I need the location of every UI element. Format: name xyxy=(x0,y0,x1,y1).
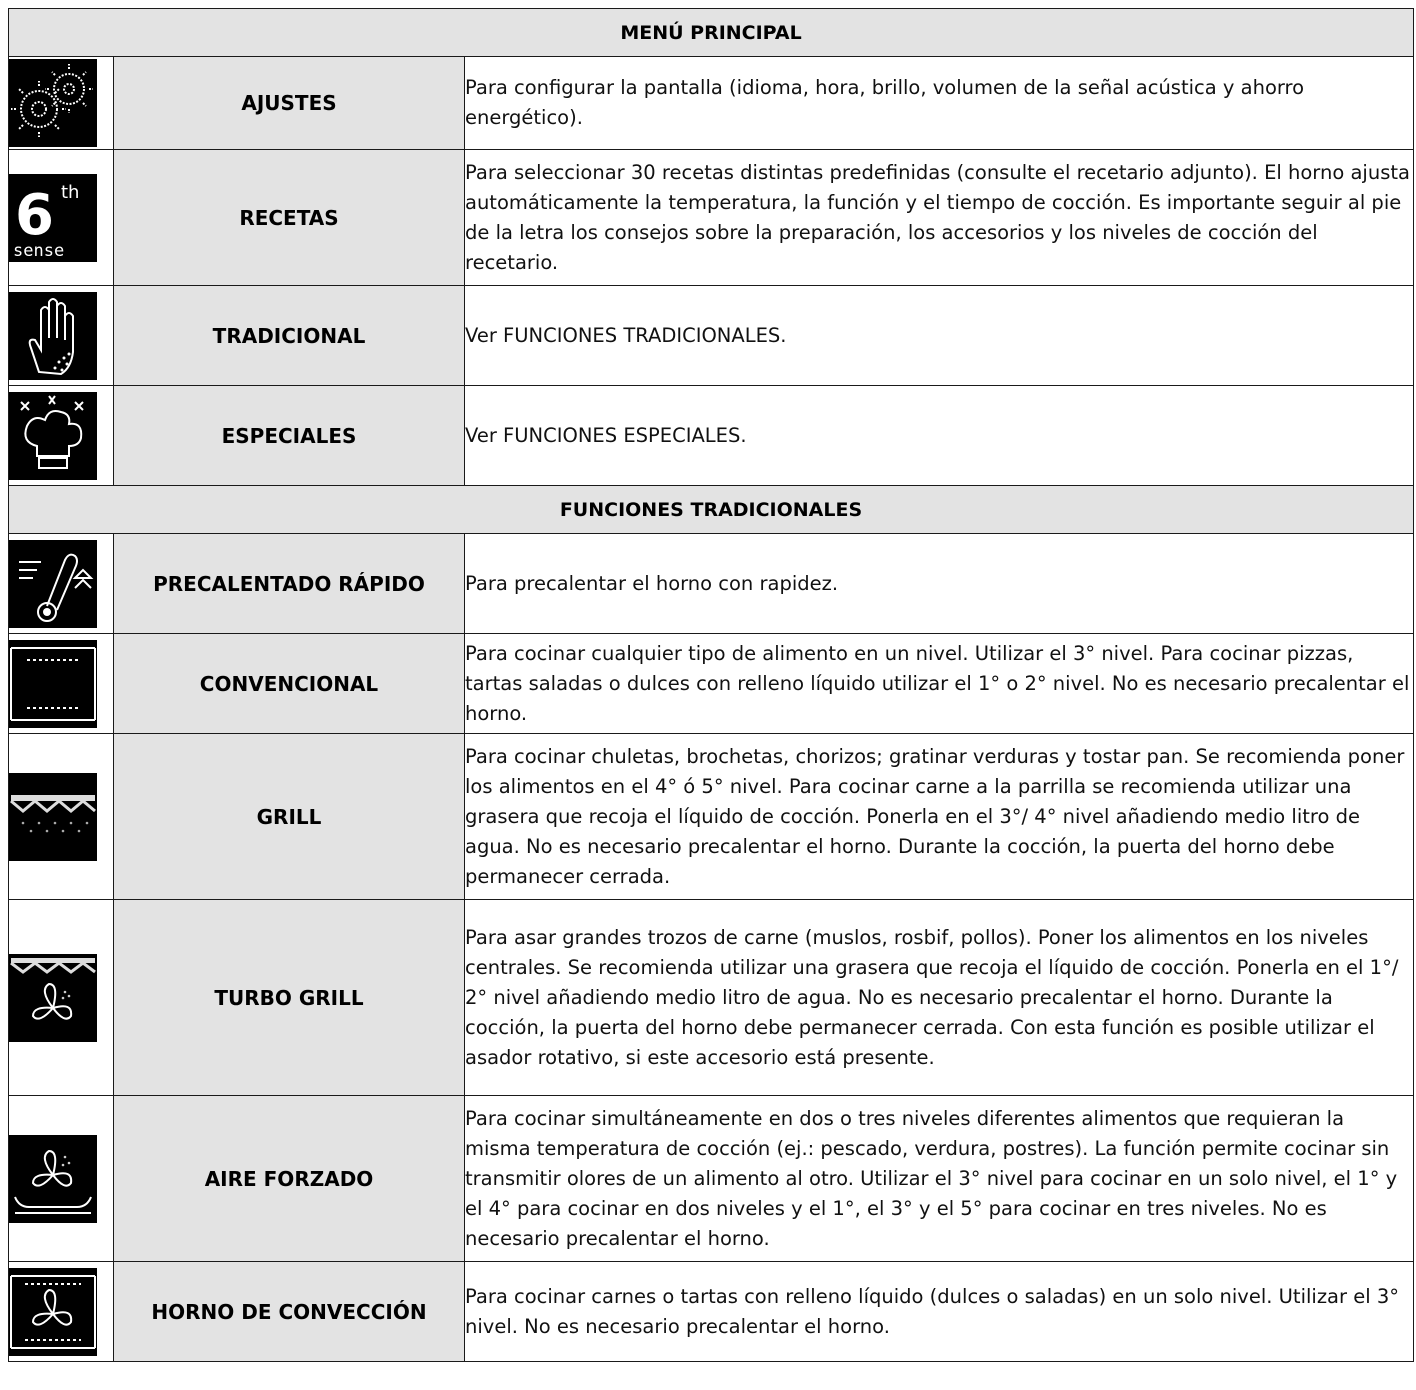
oven-functions-table xyxy=(8,8,1414,1362)
function-description: Para cocinar chuletas, brochetas, chorizos; gratinar verduras y tostar pan. Se recomienda poner los alimentos en el 4° ó 5° nivel. Para cocinar carne a la parrilla se recomienda utilizar una grasera que recoja el líquido de cocción. Ponerla en el 3°/ 4° nivel añadiendo medio litro de agua. No es necesario precalentar el horno. Durante la cocción, la puerta del horno debe permanecer cerrada. xyxy=(465,734,1414,900)
sense-label: sense xyxy=(13,240,65,261)
icon-cell xyxy=(9,386,114,486)
function-name: GRILL xyxy=(114,734,465,900)
icon-cell xyxy=(9,57,114,150)
icon-cell xyxy=(9,634,114,734)
function-name: TURBO GRILL xyxy=(114,900,465,1096)
function-description: Para cocinar cualquier tipo de alimento en un nivel. Utilizar el 3° nivel. Para cocinar pizzas, tartas saladas o dulces con relleno líquido utilizar el 1° o 2° nivel. No es necesario precalentar el horno. xyxy=(465,634,1414,734)
sixth-number: 6 xyxy=(15,182,54,248)
icon-cell xyxy=(9,1096,114,1262)
function-description: Para cocinar simultáneamente en dos o tres niveles diferentes alimentos que requieran la misma temperatura de cocción (ej.: pescado, verdura, postres). La función permite cocinar sin transmitir olores de un alimento al otro. Utilizar el 3° nivel para cocinar en un solo nivel, el 1° y el 4° para cocinar en dos niveles y el 1°, el 3° y el 5° para cocinar en tres niveles. No es necesario precalentar el horno. xyxy=(465,1096,1414,1262)
section-title: MENÚ PRINCIPAL xyxy=(9,9,1414,57)
function-description: Ver FUNCIONES TRADICIONALES. xyxy=(465,286,1414,386)
function-name: CONVENCIONAL xyxy=(114,634,465,734)
icon-cell xyxy=(9,150,114,286)
section-title: FUNCIONES TRADICIONALES xyxy=(9,486,1414,534)
function-name: RECETAS xyxy=(114,150,465,286)
function-description: Ver FUNCIONES ESPECIALES. xyxy=(465,386,1414,486)
table-row xyxy=(9,534,1414,634)
function-description: Para seleccionar 30 recetas distintas predefinidas (consulte el recetario adjunto). El horno ajusta automáticamente la temperatura, la función y el tiempo de cocción. Es importante seguir al pie de la letra los consejos sobre la preparación, los accesorios y los niveles de cocción del recetario. xyxy=(465,150,1414,286)
gears-icon xyxy=(9,59,97,147)
section-header-main-menu xyxy=(9,9,1414,57)
icon-cell xyxy=(9,534,114,634)
table-row xyxy=(9,150,1414,286)
icon-cell xyxy=(9,734,114,900)
convection-oven-icon xyxy=(9,1268,97,1356)
function-name: TRADICIONAL xyxy=(114,286,465,386)
function-description: Para configurar la pantalla (idioma, hora, brillo, volumen de la señal acústica y ahorro energético). xyxy=(465,57,1414,150)
function-description: Para precalentar el horno con rapidez. xyxy=(465,534,1414,634)
turbo-grill-icon xyxy=(9,954,97,1042)
icon-cell xyxy=(9,900,114,1096)
sixth-suffix: th xyxy=(61,181,80,203)
function-description: Para asar grandes trozos de carne (muslos, rosbif, pollos). Poner los alimentos en los niveles centrales. Se recomienda utilizar una grasera que recoja el líquido de cocción. Ponerla en el 1°/ 2° nivel añadiendo medio litro de agua. No es necesario precalentar el horno. Durante la cocción, la puerta del horno debe permanecer cerrada. Con esta función es posible utilizar el asador rotativo, si este accesorio está presente. xyxy=(465,900,1414,1096)
6th-sense-icon xyxy=(9,174,97,262)
table-row xyxy=(9,734,1414,900)
function-name: PRECALENTADO RÁPIDO xyxy=(114,534,465,634)
table-row xyxy=(9,1096,1414,1262)
function-name: HORNO DE CONVECCIÓN xyxy=(114,1262,465,1362)
table-row xyxy=(9,286,1414,386)
thermometer-icon xyxy=(9,540,97,628)
fan-icon xyxy=(9,1135,97,1223)
table-row xyxy=(9,634,1414,734)
chef-hat-icon xyxy=(9,392,97,480)
table-row xyxy=(9,1262,1414,1362)
icon-cell xyxy=(9,286,114,386)
table-row xyxy=(9,386,1414,486)
table-row xyxy=(9,900,1414,1096)
grill-icon xyxy=(9,773,97,861)
icon-cell xyxy=(9,1262,114,1362)
hand-icon xyxy=(9,292,97,380)
conventional-oven-icon xyxy=(9,640,97,728)
function-name: ESPECIALES xyxy=(114,386,465,486)
function-name: AIRE FORZADO xyxy=(114,1096,465,1262)
section-header-traditional-functions xyxy=(9,486,1414,534)
function-description: Para cocinar carnes o tartas con relleno líquido (dulces o saladas) en un solo nivel. Utilizar el 3° nivel. No es necesario precalentar el horno. xyxy=(465,1262,1414,1362)
function-name: AJUSTES xyxy=(114,57,465,150)
table-row xyxy=(9,57,1414,150)
